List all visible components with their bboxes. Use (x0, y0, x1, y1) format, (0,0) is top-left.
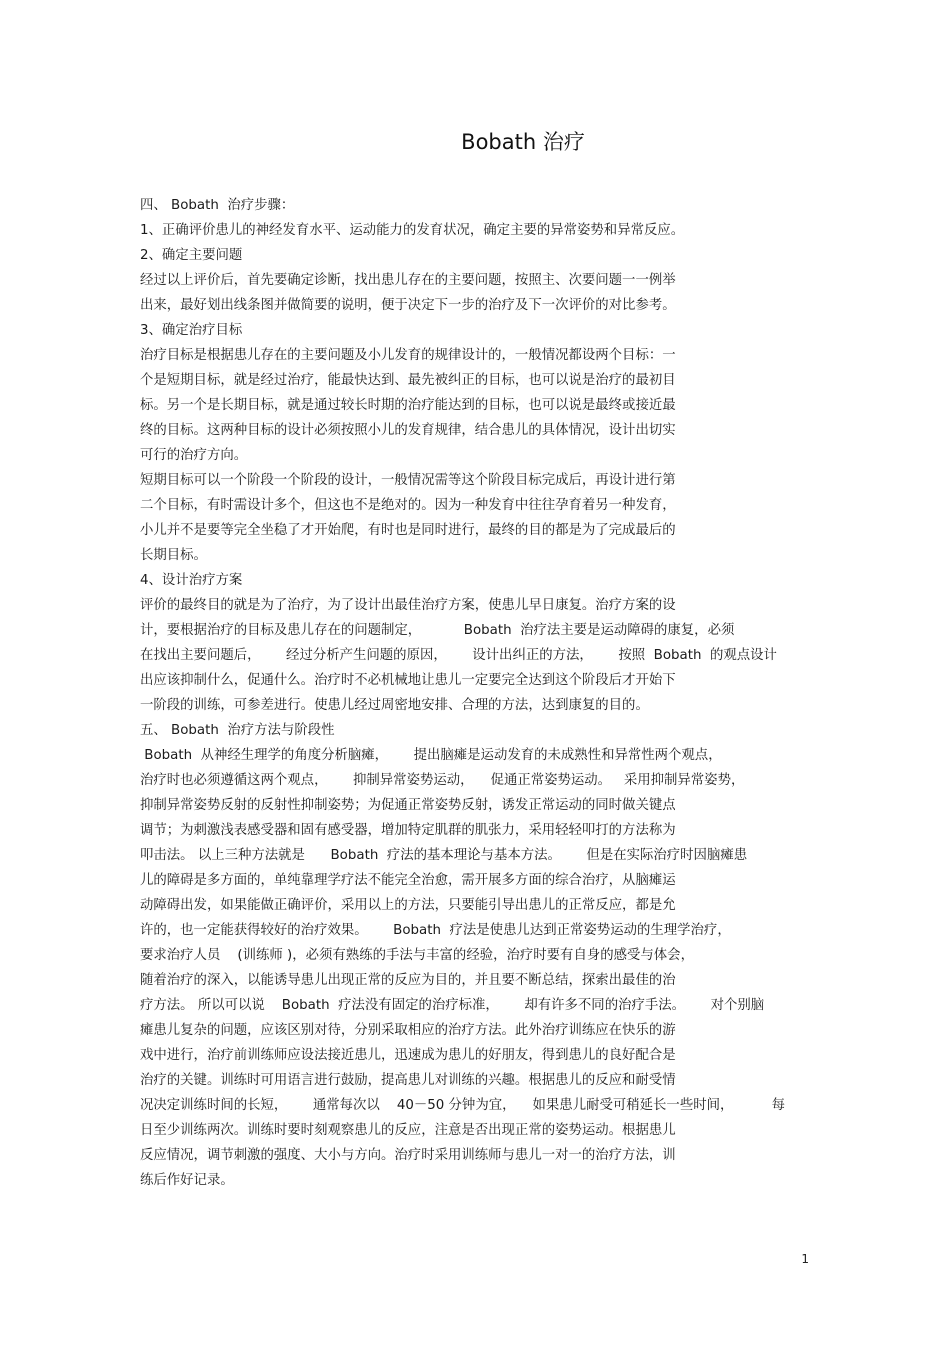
text-line: 叩击法。 以上三种方法就是 Bobath 疗法的基本理论与基本方法。 但是在实际治疗时因脑瘫患 (140, 848, 748, 863)
text-line: 瘫患儿复杂的问题，应该区别对待，分别采取相应的治疗方法。此外治疗训练应在快乐的游 (140, 1023, 676, 1038)
text-line: 治疗目标是根据患儿存在的主要问题及小儿发育的规律设计的，一般情况都设两个目标：一 (140, 348, 676, 363)
text-line: 疗方法。 所以可以说 Bobath 疗法没有固定的治疗标准， 却有许多不同的治疗手法。 对个别脑 (140, 998, 765, 1013)
text-line: 个是短期目标，就是经过治疗，能最快达到、最先被纠正的目标，也可以说是治疗的最初目 (140, 373, 676, 388)
text-line: 抑制异常姿势反射的反射性抑制姿势；为促通正常姿势反射，诱发正常运动的同时做关键点 (140, 798, 676, 813)
page-title: Bobath 治疗 (461, 130, 585, 154)
page-number: 1 (801, 1252, 809, 1266)
text-line: 治疗的关键。训练时可用语言进行鼓励，提高患儿对训练的兴趣。根据患儿的反应和耐受情 (140, 1073, 676, 1088)
text-line: 戏中进行，治疗前训练师应设法接近患儿，迅速成为患儿的好朋友，得到患儿的良好配合是 (140, 1048, 676, 1063)
text-line: 日至少训练两次。训练时要时刻观察患儿的反应，注意是否出现正常的姿势运动。根据患儿 (140, 1123, 676, 1138)
text-line: 二个目标，有时需设计多个，但这也不是绝对的。因为一种发育中往往孕育着另一种发育， (140, 498, 676, 513)
text-line: 一阶段的训练，可参差进行。使患儿经过周密地安排、合理的方法，达到康复的目的。 (140, 698, 649, 713)
text-line: 反应情况，调节刺激的强度、大小与方向。治疗时采用训练师与患儿一对一的治疗方法，训 (140, 1148, 676, 1163)
text-line: 动障碍出发，如果能做正确评价，采用以上的方法，只要能引导出患儿的正常反应，都是允 (140, 898, 676, 913)
text-line: 长期目标。 (140, 548, 207, 563)
text-line: 况决定训练时间的长短， 通常每次以 40－50 分钟为宜， 如果患儿耐受可稍延长一些时间， 每 (140, 1098, 786, 1113)
text-line: 许的，也一定能获得较好的治疗效果。 Bobath 疗法是使患儿达到正常姿势运动的生理学治疗， (140, 923, 731, 938)
text-line: 在找出主要问题后， 经过分析产生问题的原因， 设计出纠正的方法， 按照 Bobath 的观点设计 (140, 648, 777, 663)
text-line: Bobath 从神经生理学的角度分析脑瘫， 提出脑瘫是运动发育的未成熟性和异常性两个观点， (140, 748, 722, 763)
text-line: 评价的最终目的就是为了治疗，为了设计出最佳治疗方案，使患儿早日康复。治疗方案的设 (140, 598, 676, 613)
text-line: 调节；为刺激浅表感受器和固有感受器，增加特定肌群的肌张力，采用轻轻叩打的方法称为 (140, 823, 676, 838)
text-line: 四、 Bobath 治疗步骤： (140, 198, 295, 213)
text-line: 可行的治疗方向。 (140, 448, 248, 463)
text-line: 出应该抑制什么，促通什么。治疗时不必机械地让患儿一定要完全达到这个阶段后才开始下 (140, 673, 676, 688)
text-line: 儿的障碍是多方面的，单纯靠理学疗法不能完全治愈，需开展多方面的综合治疗，从脑瘫运 (140, 873, 676, 888)
text-line: 随着治疗的深入，以能诱导患儿出现正常的反应为目的，并且要不断总结，探索出最佳的治 (140, 973, 676, 988)
text-line: 要求治疗人员 (训练师 )，必须有熟练的手法与丰富的经验，治疗时要有自身的感受与体会， (140, 948, 694, 963)
text-line: 3、确定治疗目标 (140, 323, 243, 338)
text-line: 标。另一个是长期目标，就是通过较长时期的治疗能达到的目标，也可以说是最终或接近最 (140, 398, 676, 413)
text-line: 经过以上评价后，首先要确定诊断，找出患儿存在的主要问题，按照主、次要问题一一例举 (140, 273, 676, 288)
text-line: 小儿并不是要等完全坐稳了才开始爬，有时也是同时进行，最终的目的都是为了完成最后的 (140, 523, 676, 538)
text-line: 2、确定主要问题 (140, 248, 243, 263)
text-line: 治疗时也必须遵循这两个观点， 抑制异常姿势运动， 促通正常姿势运动。 采用抑制异常姿势， (140, 773, 745, 788)
text-line: 终的目标。这两种目标的设计必须按照小儿的发育规律，结合患儿的具体情况，设计出切实 (140, 423, 676, 438)
text-line: 练后作好记录。 (140, 1173, 234, 1188)
text-line: 五、 Bobath 治疗方法与阶段性 (140, 723, 335, 738)
text-line: 1、正确评价患儿的神经发育水平、运动能力的发育状况，确定主要的异常姿势和异常反应。 (140, 223, 685, 238)
text-line: 短期目标可以一个阶段一个阶段的设计，一般情况需等这个阶段目标完成后，再设计进行第 (140, 473, 676, 488)
text-line: 出来，最好划出线条图并做简要的说明，便于决定下一步的治疗及下一次评价的对比参考。 (140, 298, 676, 313)
text-line: 4、设计治疗方案 (140, 573, 243, 588)
text-line: 计，要根据治疗的目标及患儿存在的问题制定， Bobath 治疗法主要是运动障碍的康复，必须 (140, 623, 735, 638)
document-body (140, 193, 820, 1193)
